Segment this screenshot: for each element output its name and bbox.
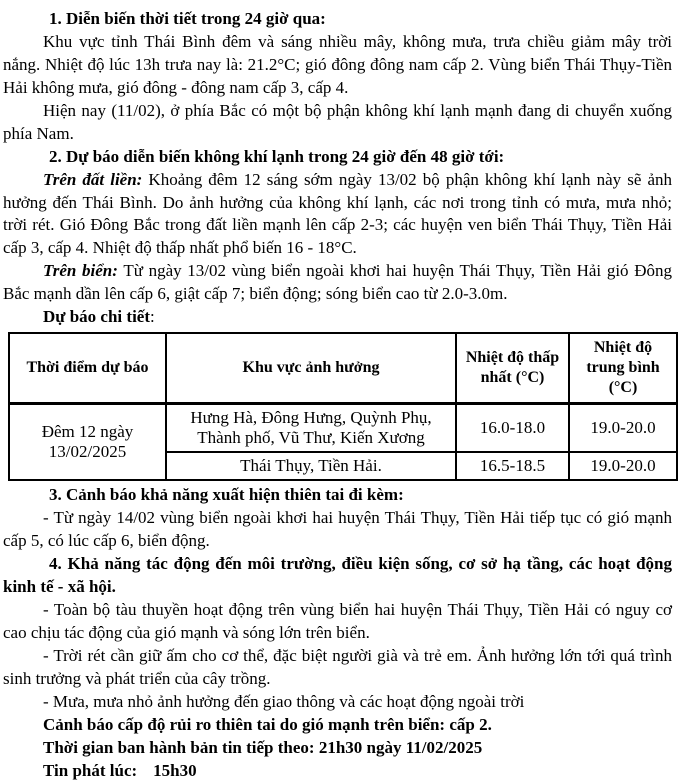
detailed-forecast-caption — [3, 306, 672, 329]
impact-vessels-paragraph: - Toàn bộ tàu thuyền hoạt động trên vùng biển hai huyện Thái Thụy, Tiền Hải có nguy cơ cao chịu tác động của gió mạnh và sóng lớn trên biển. — [3, 599, 672, 642]
detailed-forecast-label: Dự báo chi tiết — [43, 307, 150, 327]
avg-temp-cell-coastal: 19.0-20.0 — [569, 452, 677, 480]
issued-time-label: Tin phát lúc: — [43, 760, 138, 780]
next-bulletin-time-line: Thời gian ban hành bản tin tiếp theo: 21h30 ngày 11/02/2025 — [43, 737, 483, 757]
detailed-forecast-colon: : — [150, 307, 155, 327]
cold-air-moving-paragraph: Hiện nay (11/02), ở phía Bắc có một bộ phận không khí lạnh mạnh đang di chuyển xuống phía Nam. — [3, 100, 672, 143]
weather-past-24h-paragraph: Khu vực tỉnh Thái Bình đêm và sáng nhiều mây, không mưa, trưa chiều giảm mây trời nắng. Nhiệt độ lúc 13h trưa nay là: 21.2°C; gió đông đông nam cấp 2. Vùng biển Thái Thụy-Tiền Hải không mưa, gió đông - đông nam cấp 3, cấp 4. — [3, 31, 672, 97]
avg-temp-cell-inland: 19.0-20.0 — [569, 404, 677, 453]
table-header-forecast-time: Thời điểm dự báo — [9, 333, 166, 404]
at-sea-text: Từ ngày 13/02 vùng biển ngoài khơi hai huyện Thái Thụy, Tiền Hải gió Đông Bắc mạnh dần lên cấp 6, giật cấp 7; biển động; sóng biển cao từ 2.0-3.0m. — [3, 261, 672, 304]
section-2-heading: 2. Dự báo diễn biến không khí lạnh trong 24 giờ đến 48 giờ tới: — [49, 146, 505, 166]
section-3-heading: 3. Cảnh báo khả năng xuất hiện thiên tai đi kèm: — [49, 485, 404, 505]
section-1-heading: 1. Diễn biến thời tiết trong 24 giờ qua: — [49, 9, 326, 28]
min-temp-cell-inland: 16.0-18.0 — [456, 404, 569, 453]
forecast-at-sea-paragraph — [3, 260, 672, 306]
risk-level-warning-line: Cảnh báo cấp độ rủi ro thiên tai do gió mạnh trên biển: cấp 2. — [43, 714, 492, 734]
at-sea-label: Trên biển: — [43, 261, 118, 281]
table-header-min-temp: Nhiệt độ thấp nhất (°C) — [456, 333, 569, 404]
forecast-on-land-paragraph — [3, 169, 672, 261]
forecast-time-cell: Đêm 12 ngày 13/02/2025 — [9, 404, 166, 481]
table-row — [9, 404, 677, 453]
table-header-avg-temp: Nhiệt độ trung bình (°C) — [569, 333, 677, 404]
section-4-heading: 4. Khả năng tác động đến môi trường, điều kiện sống, cơ sở hạ tầng, các hoạt động kinh tế - xã hội. — [3, 554, 672, 597]
issued-time-value: 15h30 — [153, 760, 197, 780]
table-header-affected-area: Khu vực ảnh hưởng — [166, 333, 456, 404]
issued-time-line — [3, 760, 672, 782]
impact-rain-traffic-paragraph: - Mưa, mưa nhỏ ảnh hưởng đến giao thông và các hoạt động ngoài trời — [43, 691, 525, 711]
strong-wind-warning-paragraph: - Từ ngày 14/02 vùng biển ngoài khơi hai huyện Thái Thụy, Tiền Hải tiếp tục có gió mạnh cấp 5, có lúc cấp 6, biển động. — [3, 508, 672, 551]
on-land-label: Trên đất liền: — [43, 169, 143, 189]
detailed-forecast-table — [8, 332, 678, 481]
area-cell-inland: Hưng Hà, Đông Hưng, Quỳnh Phụ, Thành phố, Vũ Thư, Kiến Xương — [166, 404, 456, 453]
impact-cold-health-paragraph: - Trời rét cần giữ ấm cho cơ thể, đặc biệt người già và trẻ em. Ảnh hưởng lớn tới quá trình sinh trưởng và phát triển của cây trồng. — [3, 645, 672, 688]
area-cell-coastal: Thái Thụy, Tiền Hải. — [166, 452, 456, 480]
on-land-text: Khoảng đêm 12 sáng sớm ngày 13/02 bộ phận không khí lạnh này sẽ ảnh hưởng đến Thái Bình. Do ảnh hưởng của không khí lạnh, các nơi trong tỉnh có mưa, mưa nhỏ; trời rét. Gió Đông Bắc trong đất liền mạnh lên cấp 2-3; các huyện ven biển Thái Thụy, Tiền Hải cấp 3, cấp 4. Nhiệt độ thấp nhất phổ biến 16 - 18°C. — [3, 169, 673, 258]
min-temp-cell-coastal: 16.5-18.5 — [456, 452, 569, 480]
table-header-row — [9, 333, 677, 404]
